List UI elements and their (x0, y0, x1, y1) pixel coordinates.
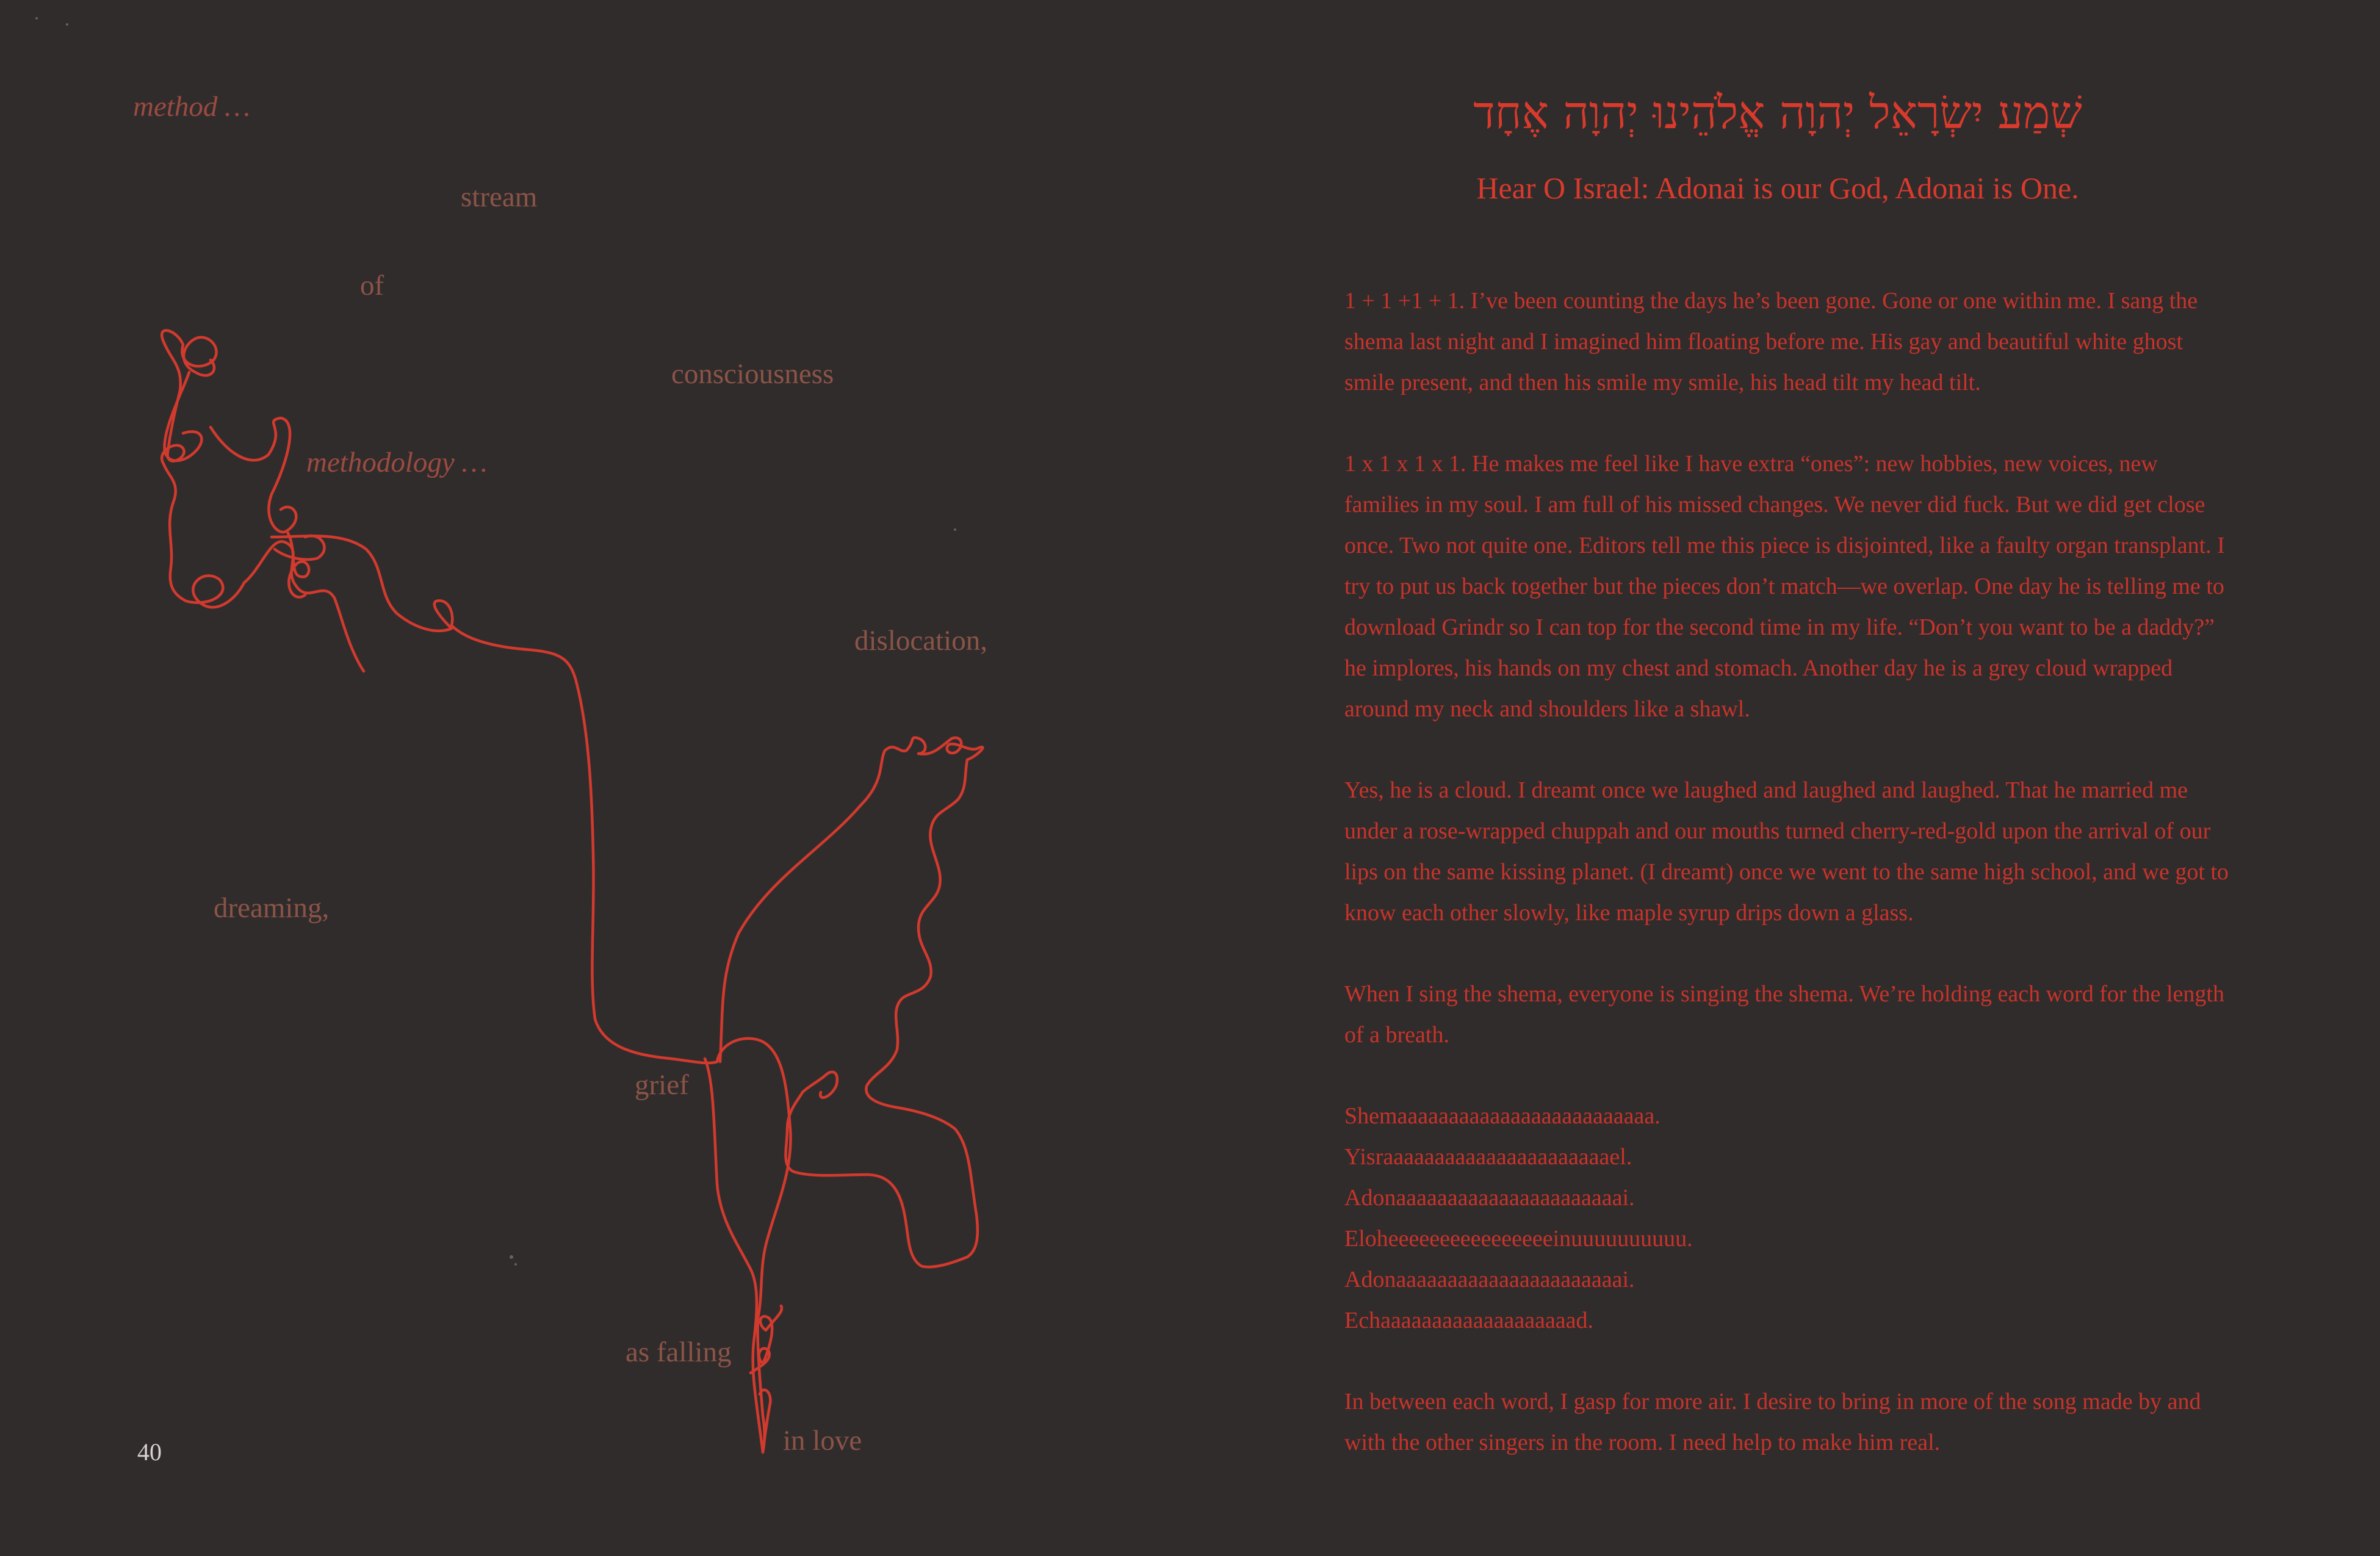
hebrew-heading: שְׁמַע יִשְׂרָאֵל יְהוָה אֱלֹהֵינוּ יְהוָה אֶחָד (1473, 87, 2082, 139)
paragraph: Yes, he is a cloud. I dreamt once we laughed and laughed and laughed. That he married me under a rose-wrapped chuppah and our mouths turned cherry-red-gold upon the arrival of our lips on the same kissing planet. (I dreamt) once we went to the same high school, and we got to know each other slowly, like maple syrup drips down a glass. (1344, 777, 2229, 926)
chant-line: Echaaaaaaaaaaaaaaaaaaad. (1344, 1308, 1594, 1333)
poem-word-grief: grief (635, 1069, 689, 1101)
poem-word-of: of (360, 270, 384, 301)
poem-word-in-love: in love (783, 1425, 862, 1457)
closing-paragraph: In between each word, I gasp for more air. I desire to bring in more of the song made by and with the other singers in the room. I need help to make him real. (1344, 1389, 2201, 1455)
poem-word-dreaming: dreaming, (214, 892, 330, 924)
prose-body (1344, 281, 2229, 1504)
paragraph: 1 x 1 x 1 x 1. He makes me feel like I have extra “ones”: new hobbies, new voices, new families in my soul. I am full of his missed changes. We never did fuck. But we did get close once. Two not quite one. Editors tell me this piece is disjointed, like a faulty organ transplant. I try to put us back together but the pieces don’t match—we overlap. One day he is telling me to download Grindr so I can top for the second time in my life. “Don’t you want to be a daddy?” he implores, his hands on my chest and stomach. Another day he is a grey cloud wrapped around my neck and shoulders like a shawl. (1344, 451, 2225, 722)
chant-line: Adonaaaaaaaaaaaaaaaaaaaaaai. (1344, 1185, 1635, 1211)
chant-line: Eloheeeeeeeeeeeeeeeeinuuuuuuuuuu. (1344, 1226, 1693, 1252)
poem-word-dislocation: dislocation, (854, 625, 987, 657)
poem-word-stream: stream (461, 181, 538, 213)
poem-word-consciousness: consciousness (671, 358, 834, 390)
paragraph: 1 + 1 +1 + 1. I’ve been counting the days he’s been gone. Gone or one within me. I sang the shema last night and I imagined him floating before me. His gay and beautiful white ghost smile present, and then his smile my smile, his head tilt my head tilt. (1344, 288, 2198, 395)
chant-block (1344, 1096, 2229, 1341)
chant-line: Adonaaaaaaaaaaaaaaaaaaaaaai. (1344, 1267, 1635, 1292)
chant-line: Shemaaaaaaaaaaaaaaaaaaaaaaaaa. (1344, 1103, 1661, 1129)
chant-line: Yisraaaaaaaaaaaaaaaaaaaaaael. (1344, 1144, 1632, 1170)
heading-translation: Hear O Israel: Adonai is our God, Adonai is One. (1476, 171, 2079, 205)
continuous-line-drawing (0, 0, 1159, 1556)
paragraph: When I sing the shema, everyone is singing the shema. We’re holding each word for the length of a breath. (1344, 981, 2224, 1048)
poem-word-as-falling: as falling (626, 1336, 732, 1368)
poem-word-method: method … (133, 91, 250, 123)
poem-word-methodology: methodology … (306, 447, 488, 478)
page-number: 40 (137, 1438, 162, 1466)
